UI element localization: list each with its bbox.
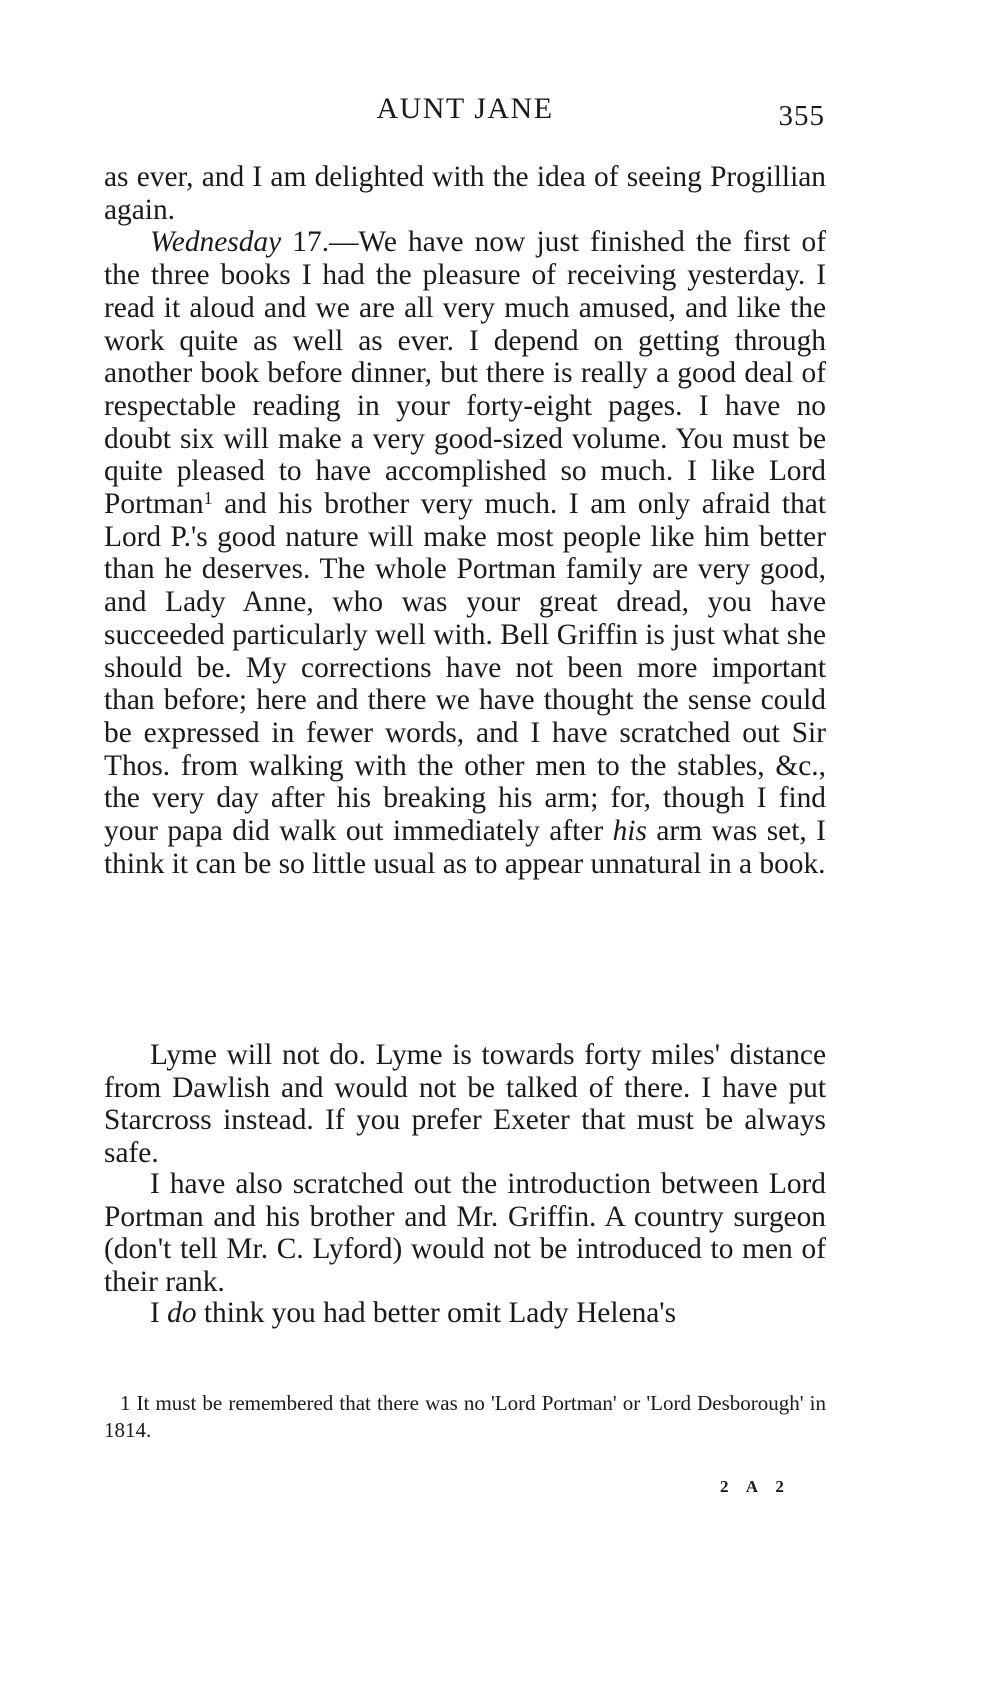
paragraph-lady-helena-text-a: I (150, 1297, 168, 1329)
paragraph-lady-helena-text-b: think you had better omit Lady Helena's (196, 1297, 677, 1329)
main-text-block-3 (104, 1168, 826, 1299)
paragraph-introduction: I have also scratched out the introduction between Lord Portman and his brother and Mr. Griffin. A country surgeon (don't tell Mr. C. Lyford) would not be introduced to men of their rank. (104, 1168, 826, 1299)
footnote-reference: 1 (203, 488, 213, 509)
footnote-text: It must be remembered that there was no 'Lord Portman' or 'Lord Desborough' in 1814. (104, 1391, 826, 1442)
emphasis-do: do (167, 1297, 197, 1329)
page-number: 355 (778, 100, 825, 132)
paragraph-wednesday-text-c: arm was set, I think it can be so little usual as to appear unnatural in a book. (104, 815, 826, 880)
paragraph-lyme: Lyme will not do. Lyme is towards forty miles' distance from Dawlish and would not be talked of there. I have put Starcross instead. If you prefer Exeter that must be always safe. (104, 1039, 826, 1170)
main-text-block-2 (104, 1039, 826, 1170)
day-name: Wednesday (150, 226, 282, 259)
running-title: AUNT JANE (376, 92, 554, 125)
paragraph-wednesday-text-b: and his brother very much. I am only afraid that Lord P.'s good nature will make most people like him better than he deserves. The whole Portman family are very good, and Lady Anne, who was your great dread, you have succeeded particularly well with. Bell Griffin is just what she should be. My corrections have not been more important than before; here and there we have thought the sense could be expressed in fewer words, and I have scratched out Sir Thos. from walking with the other men to the stables, &c., the very day after his breaking his arm; for, though I find your papa did walk out immediately after (104, 488, 826, 848)
paragraph-continuation: as ever, and I am delighted with the idea of seeing Progillian again. (104, 161, 826, 226)
paragraph-lady-helena (104, 1297, 826, 1330)
footnote-mark: 1 (120, 1391, 131, 1415)
footnote (104, 1390, 826, 1444)
signature-mark: 2 A 2 (720, 1477, 791, 1496)
emphasis-his: his (612, 815, 647, 848)
paragraph-wednesday (104, 226, 826, 880)
running-head (105, 92, 825, 136)
paragraph-wednesday-text-a: 17.—We have now just finished the first of the three books I had the pleasure of receiving yesterday. I read it aloud and we are all very much amused, and like the work quite as well as ever. I depend on getting through another book before dinner, but there is really a good deal of respectable reading in your forty-eight pages. I have no doubt six will make a very good-sized volume. You must be quite pleased to have accomplished so much. I like Lord Portman (104, 226, 826, 521)
main-text-block-1 (104, 161, 826, 880)
main-text-block-4 (104, 1297, 826, 1330)
